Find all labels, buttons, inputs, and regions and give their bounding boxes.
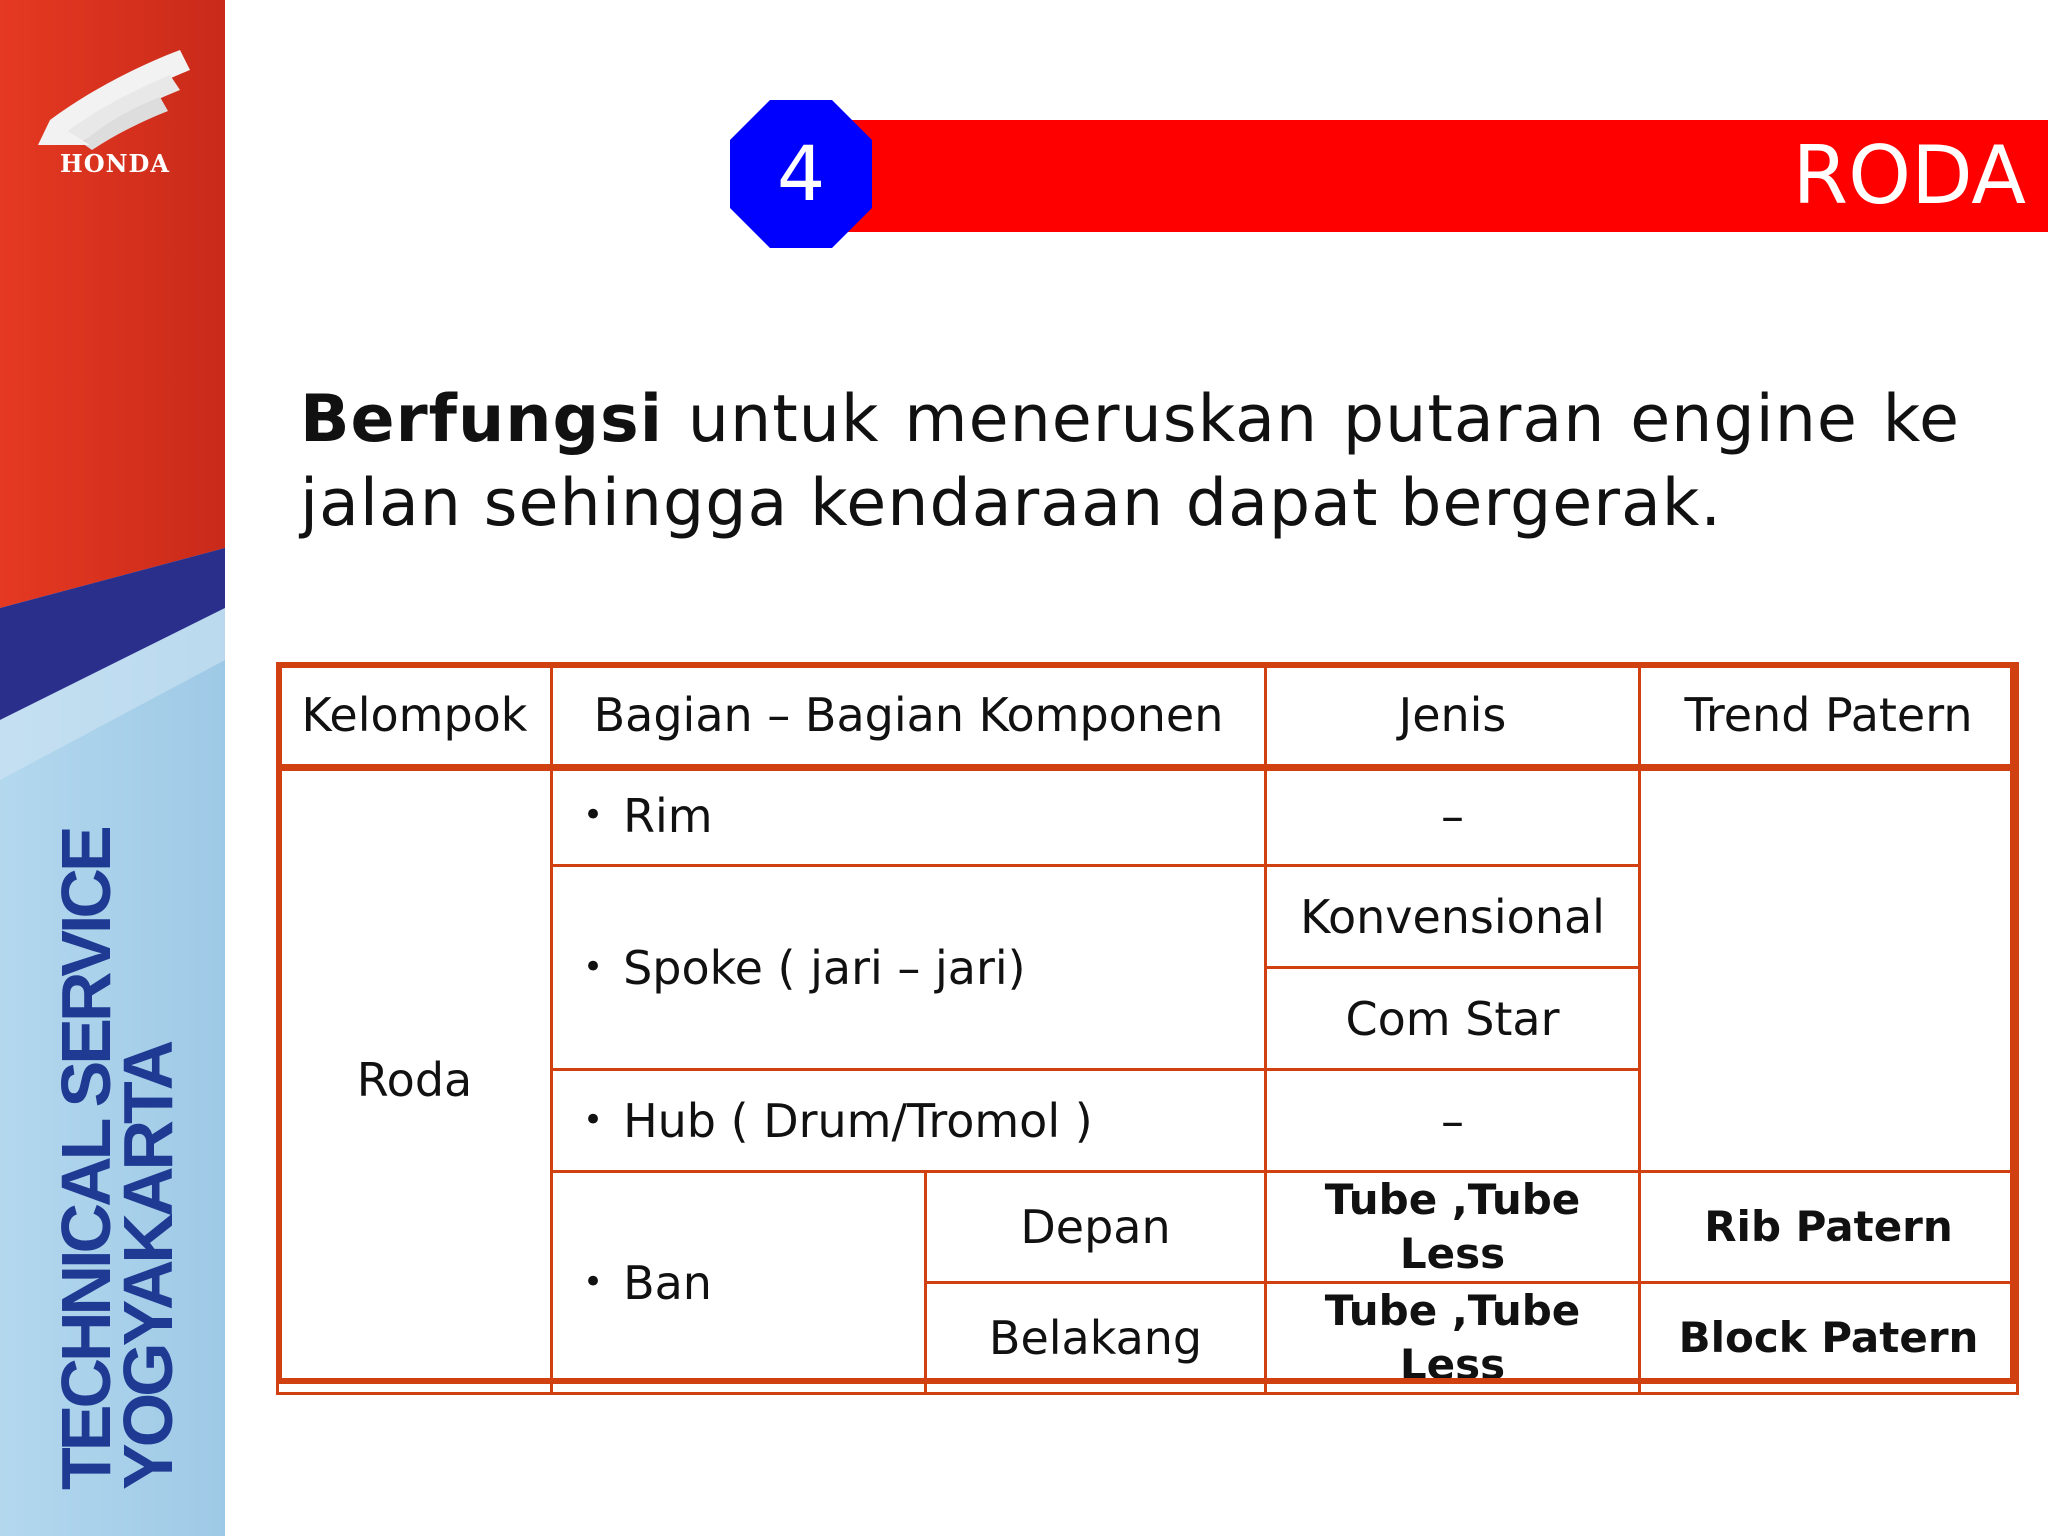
- table-row: [278, 766, 2018, 866]
- jenis-depan: Tube ,Tube Less: [1266, 1172, 1640, 1283]
- table-header-row: [278, 664, 2018, 766]
- jenis-comstar: Com Star: [1266, 968, 1640, 1070]
- ban-depan: Depan: [926, 1172, 1266, 1283]
- title-bar: [840, 120, 2048, 232]
- description-text: untuk meneruskan putaran engine ke jalan sehingga kendaraan dapat bergerak.: [300, 382, 1960, 541]
- jenis-konvensional: Konvensional: [1266, 866, 1640, 968]
- header-trend: Trend Patern: [1640, 664, 2018, 766]
- component-table: [276, 662, 2016, 1389]
- vertical-text-line2: YOGYAKARTA: [109, 1043, 187, 1490]
- part-spoke: • Spoke ( jari – jari): [552, 866, 1266, 1070]
- trend-empty: [1640, 766, 2018, 1172]
- vertical-text-line1: TECHNICAL SERVICE: [47, 829, 125, 1490]
- vertical-brand-text: [47, 829, 187, 1490]
- group-roda: Roda: [278, 766, 552, 1394]
- honda-wordmark: HONDA: [60, 149, 170, 178]
- honda-logo: [30, 45, 200, 185]
- honda-wing-icon: [30, 45, 200, 155]
- page-title: RODA: [1792, 129, 2026, 222]
- jenis-hub: –: [1266, 1070, 1640, 1172]
- jenis-belakang: Tube ,Tube Less: [1266, 1283, 1640, 1394]
- part-hub: • Hub ( Drum/Tromol ): [552, 1070, 1266, 1172]
- header-kelompok: Kelompok: [278, 664, 552, 766]
- sidebar: [0, 0, 225, 1536]
- description-paragraph: [300, 378, 1960, 546]
- header-jenis: Jenis: [1266, 664, 1640, 766]
- part-rim: • Rim: [552, 766, 1266, 866]
- ban-belakang: Belakang: [926, 1283, 1266, 1394]
- part-ban: • Ban: [552, 1172, 926, 1394]
- trend-belakang: Block Patern: [1640, 1283, 2018, 1394]
- header-bagian: Bagian – Bagian Komponen: [552, 664, 1266, 766]
- description-bold: Berfungsi: [300, 382, 664, 457]
- jenis-rim: –: [1266, 766, 1640, 866]
- section-number: 4: [776, 129, 826, 218]
- trend-depan: Rib Patern: [1640, 1172, 2018, 1283]
